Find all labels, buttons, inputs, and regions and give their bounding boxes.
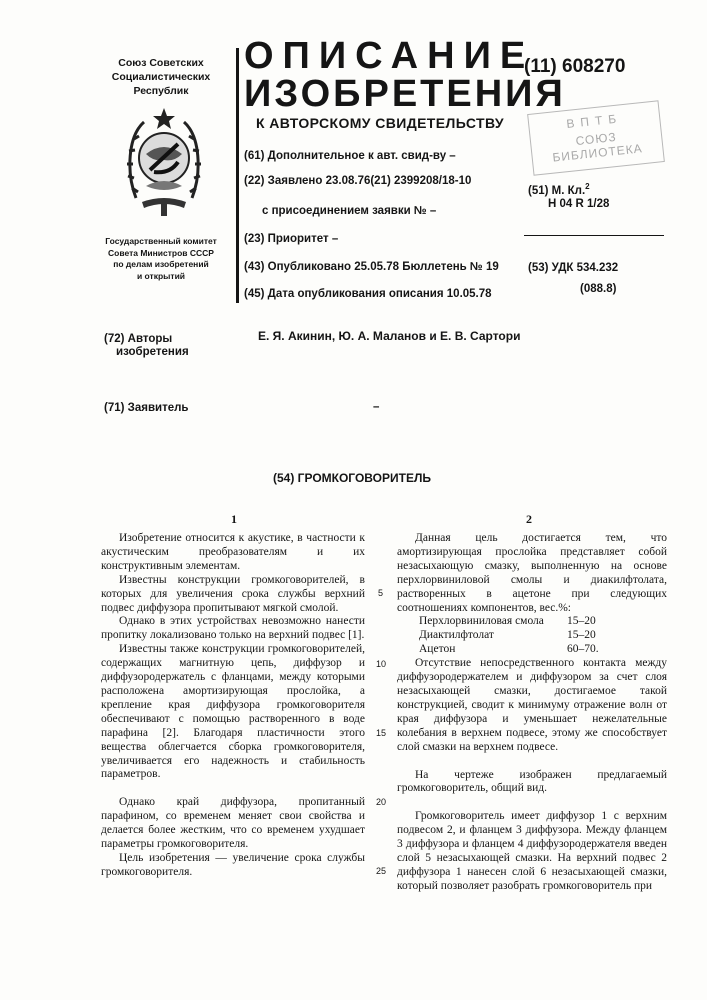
paragraph: Однако в этих устройствах невозможно нанести пропитку локализовано только на верхний подвес [1].	[101, 615, 365, 642]
union-line: Социалистических	[111, 71, 211, 83]
field-61: (61) Дополнительное к авт. свид-ву –	[244, 150, 456, 162]
stamp-line: СОЮЗ БИБЛИОТЕКА	[551, 129, 644, 165]
field-51-edition: 2	[585, 182, 590, 191]
paragraph: Однако край диффузора, пропитанный парафином, со временем меняет свои свойства и делается более жестким, что со временем ухудшает параметры громкоговорителя.	[101, 796, 365, 851]
header-divider	[236, 48, 239, 303]
field-53: (53) УДК 534.232	[528, 262, 619, 274]
field-43: (43) Опубликовано 25.05.78 Бюллетень № 19	[244, 261, 499, 273]
field-51-value: H 04 R 1/28	[548, 198, 610, 210]
field-join: с присоединением заявки № –	[262, 205, 437, 217]
line-number: 15	[376, 728, 387, 738]
union-line: Союз Советских	[118, 57, 204, 69]
applicant-value: –	[373, 401, 380, 413]
composition-value: 15–20	[567, 615, 596, 628]
paragraph: Известны также конструкции громкоговорителей, содержащих магнитную цепь, диффузор и диффузородержатель с фланцами, между которыми расположена амортизирующая прослойка, а крепление края диффузора громкоговорителя обеспечивают с помощью растворенного в воде парафина [2]. Благодаря пластичности этого вещества облегчается сборка громкоговорителя, увеличивается его надежность и стабильность параметров.	[101, 643, 365, 781]
paragraph: Отсутствие непосредственного контакта между диффузородержателем и диффузором за счет слоя незасыхающей смазки, достигаемое такой конструкцией, сводит к минимуму отражение волн от края диффузора и уменьшает нежелательные колебания в верхнем подвесе, этому же способствует слой смазки на верхнем подвесе.	[397, 657, 667, 753]
line-number: 20	[376, 797, 387, 807]
document-title-2: ИЗОБРЕТЕНИЯ	[244, 73, 566, 115]
line-number: 5	[378, 588, 384, 598]
library-stamp	[527, 100, 665, 175]
text-column-left	[101, 532, 365, 880]
column-number: 1	[231, 512, 237, 526]
paragraph: Изобретение относится к акустике, в частности к акустическим преобразователям и их конструктивным элементам.	[101, 532, 365, 572]
paragraph: Цель изобретения — увеличение срока службы громкоговорителя.	[101, 851, 365, 878]
composition-name: Перхлорвиниловая смола	[419, 615, 544, 628]
paragraph: Данная цель достигается тем, что амортизирующая прослойка представляет собой незасыхающую смазку, выполненную на основе перхлорвиниловой смолы и диакилфтолата, растворенных в ацетоне при следующих соотношениях компонентов, вес.%:	[397, 532, 667, 614]
right-column-divider	[524, 235, 664, 236]
composition-value: 15–20	[567, 629, 596, 642]
paragraph: Громкоговоритель имеет диффузор 1 с верхним подвесом 2, и фланцем 3 диффузора. Между фланцем 3 диффузора и фланцем 4 диффузородержателя введен слой 5 незасыхающей смазки. На верхний подвес 2 диффузора 1 нанесен слой 6 незасыхающей смазки, который позволяет разобрать громкоговоритель при	[397, 810, 667, 892]
paragraph: На чертеже изображен предлагаемый громкоговоритель, общий вид.	[397, 768, 667, 795]
invention-title: (54) ГРОМКОГОВОРИТЕЛЬ	[273, 471, 431, 485]
state-union-caption	[96, 56, 226, 98]
line-number: 25	[376, 866, 387, 876]
paragraph: Известны конструкции громкоговорителей, в которых для увеличения срока службы верхний подвес диффузора пропитывают мягкой смолой.	[101, 573, 365, 614]
composition-row	[419, 643, 667, 657]
committee-line: по делам изобретений	[113, 259, 209, 269]
field-45: (45) Дата опубликования описания 10.05.78	[244, 288, 492, 300]
field-22: (22) Заявлено 23.08.76(21) 2399208/18-10	[244, 175, 472, 187]
union-line: Республик	[133, 85, 189, 97]
stamp-line: ВПТБ	[565, 111, 623, 131]
line-number: 10	[376, 659, 387, 669]
document-title: ОПИСАНИЕ	[244, 35, 535, 77]
state-emblem-icon	[124, 102, 204, 220]
field-53-value: (088.8)	[580, 283, 617, 295]
composition-value: 60–70.	[567, 643, 599, 656]
composition-row	[419, 615, 667, 629]
field-51-label: (51) М. Кл.	[528, 184, 586, 197]
committee-line: Совета Министров СССР	[108, 247, 214, 258]
patent-number: (11) 608270	[524, 56, 626, 77]
committee-line: и открытий	[136, 270, 186, 281]
text-column-right	[397, 532, 667, 894]
authors-label: (72) Авторы	[104, 333, 173, 345]
authors-names: Е. Я. Акинин, Ю. А. Маланов и Е. В. Сартори	[258, 329, 521, 343]
composition-name: Ацетон	[419, 643, 456, 656]
field-51	[528, 182, 590, 197]
composition-row	[419, 629, 667, 643]
committee-line: Государственный комитет	[105, 236, 217, 246]
document-subtitle: К АВТОРСКОМУ СВИДЕТЕЛЬСТВУ	[256, 115, 505, 131]
authors-label-2: изобретения	[116, 346, 189, 358]
composition-name: Диактилфтолат	[419, 629, 494, 642]
applicant-label: (71) Заявитель	[104, 402, 189, 414]
field-23: (23) Приоритет –	[244, 233, 339, 245]
committee-caption	[96, 236, 226, 282]
column-number: 2	[526, 512, 532, 526]
composition-table	[419, 615, 667, 657]
